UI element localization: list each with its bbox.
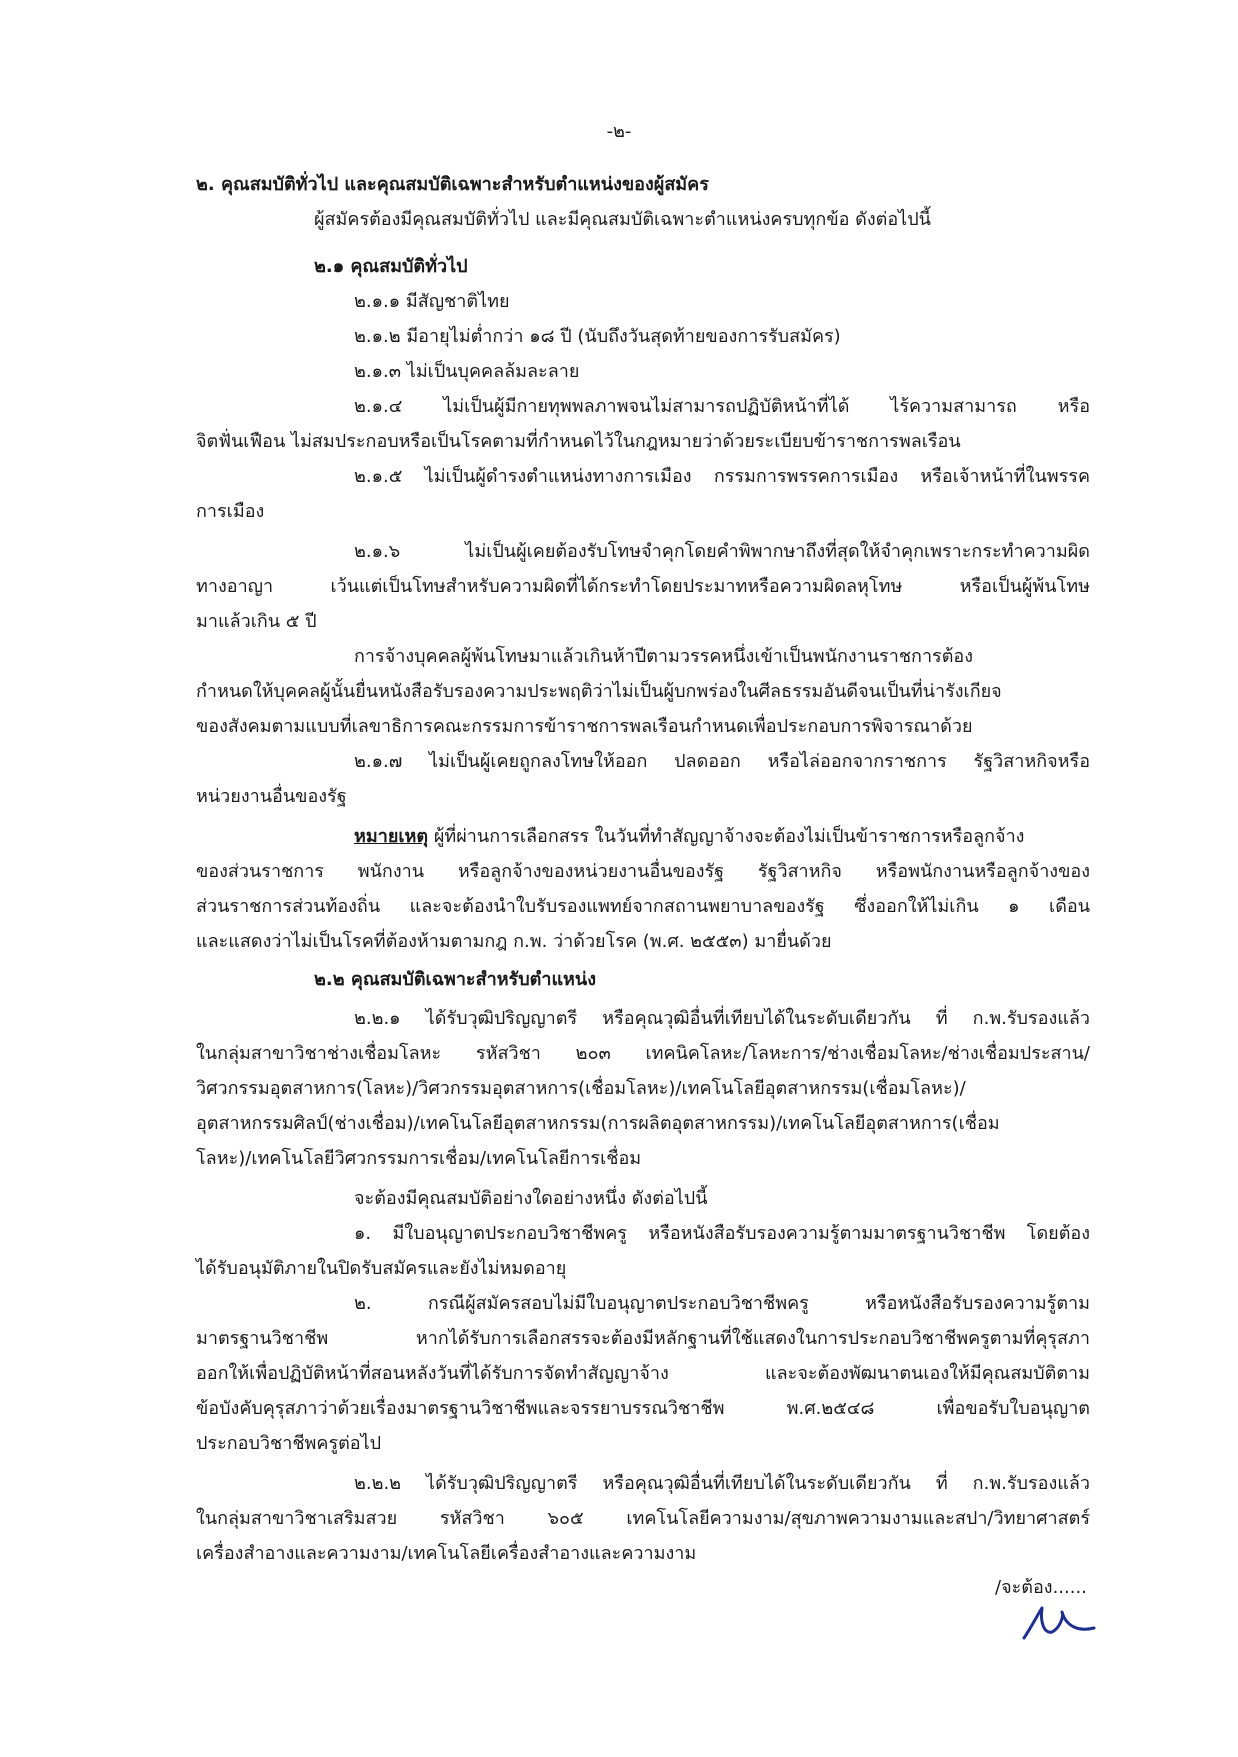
item-2-1-7-cont: หน่วยงานอื่นของรัฐ — [196, 786, 347, 807]
requirement-2-cont-1: มาตรฐานวิชาชีพ หากได้รับการเลือกสรรจะต้องมีหลักฐานที่ใช้แสดงในการประกอบวิชาชีพครูตามที่คุรุสภา — [196, 1328, 1090, 1349]
item-2-2-2-cont-1: ในกลุ่มสาขาวิชาเสริมสวย รหัสวิชา ๖๐๕ เทคโนโลยีความงาม/สุขภาพความงามและสปา/วิทยาศาสตร์ — [196, 1508, 1090, 1529]
paragraph-rehire: การจ้างบุคคลผู้พ้นโทษมาแล้วเกินห้าปีตามวรรคหนึ่งเข้าเป็นพนักงานราชการต้อง — [354, 646, 974, 667]
item-2-2-2-cont-2: เครื่องสำอางและความงาม/เทคโนโลยีเครื่องสำอางและความงาม — [196, 1543, 697, 1564]
paragraph-rehire-cont-1: กำหนดให้บุคคลผู้นั้นยื่นหนังสือรับรองความประพฤติว่าไม่เป็นผู้บกพร่องในศีลธรรมอันดีจนเป็นที่น่ารังเกียจ — [196, 681, 1002, 702]
subsection-2-2-heading: ๒.๒ คุณสมบัติเฉพาะสำหรับตำแหน่ง — [314, 969, 597, 990]
item-2-2-1-cont-3: อุตสาหกรรมศิลป์(ช่างเชื่อม)/เทคโนโลยีอุตสาหกรรม(การผลิตอุตสาหกรรม)/เทคโนโลยีอุตสาหการ(เชื่อม — [196, 1113, 1000, 1134]
note-cont-2: ส่วนราชการส่วนท้องถิ่น และจะต้องนำใบรับรองแพทย์จากสถานพยาบาลของรัฐ ซึ่งออกให้ไม่เกิน ๑ เดือน — [196, 896, 1090, 917]
section-2-intro: ผู้สมัครต้องมีคุณสมบัติทั่วไป และมีคุณสมบัติเฉพาะตำแหน่งครบทุกข้อ ดังต่อไปนี้ — [314, 209, 931, 230]
item-2-1-4-cont: จิตฟั่นเฟือน ไม่สมประกอบหรือเป็นโรคตามที่กำหนดไว้ในกฎหมายว่าด้วยระเบียบข้าราชการพลเรือน — [196, 431, 961, 452]
note-cont-1: ของส่วนราชการ พนักงาน หรือลูกจ้างของหน่วยงานอื่นของรัฐ รัฐวิสาหกิจ หรือพนักงานหรือลูกจ้างของ — [196, 861, 1090, 882]
item-2-1-6-cont-1: ทางอาญา เว้นแต่เป็นโทษสำหรับความผิดที่ได้กระทำโดยประมาทหรือความผิดลหุโทษ หรือเป็นผู้พ้นโทษ — [196, 576, 1090, 597]
item-2-2-2: ๒.๒.๒ ได้รับวุฒิปริญญาตรี หรือคุณวุฒิอื่นที่เทียบได้ในระดับเดียวกัน ที่ ก.พ.รับรองแล้ว — [354, 1473, 1090, 1494]
requirement-1-cont: ได้รับอนุมัติภายในปิดรับสมัครและยังไม่หมดอายุ — [196, 1258, 567, 1279]
signature-mark — [1018, 1598, 1098, 1648]
item-2-1-5: ๒.๑.๕ ไม่เป็นผู้ดำรงตำแหน่งทางการเมือง กรรมการพรรคการเมือง หรือเจ้าหน้าที่ในพรรค — [354, 466, 1090, 487]
requirement-2-cont-4: ประกอบวิชาชีพครูต่อไป — [196, 1433, 382, 1454]
item-2-1-1: ๒.๑.๑ มีสัญชาติไทย — [354, 291, 510, 312]
item-2-1-6: ๒.๑.๖ ไม่เป็นผู้เคยต้องรับโทษจำคุกโดยคำพิพากษาถึงที่สุดให้จำคุกเพราะกระทำความผิด — [354, 541, 1090, 562]
item-2-2-1: ๒.๒.๑ ได้รับวุฒิปริญญาตรี หรือคุณวุฒิอื่นที่เทียบได้ในระดับเดียวกัน ที่ ก.พ.รับรองแล้ว — [354, 1008, 1090, 1029]
requirement-1: ๑. มีใบอนุญาตประกอบวิชาชีพครู หรือหนังสือรับรองความรู้ตามมาตรฐานวิชาชีพ โดยต้อง — [354, 1223, 1090, 1244]
subsection-2-1-heading: ๒.๑ คุณสมบัติทั่วไป — [314, 256, 468, 277]
item-2-1-2: ๒.๑.๒ มีอายุไม่ต่ำกว่า ๑๘ ปี (นับถึงวันสุดท้ายของการรับสมัคร) — [354, 326, 841, 347]
requirement-2-cont-3: ข้อบังคับคุรุสภาว่าด้วยเรื่องมาตรฐานวิชาชีพและจรรยาบรรณวิชาชีพ พ.ศ.๒๕๔๘ เพื่อขอรับใบอนุญาต — [196, 1398, 1090, 1419]
item-2-1-5-cont: การเมือง — [196, 501, 265, 522]
item-2-2-1-cont-2: วิศวกรรมอุตสาหการ(โลหะ)/วิศวกรรมอุตสาหการ(เชื่อมโลหะ)/เทคโนโลยีอุตสาหกรรม(เชื่อมโลหะ)/ — [196, 1078, 966, 1099]
page-number: -๒- — [606, 121, 632, 142]
requirement-2: ๒. กรณีผู้สมัครสอบไม่มีใบอนุญาตประกอบวิชาชีพครู หรือหนังสือรับรองความรู้ตาม — [354, 1293, 1090, 1314]
item-2-1-3: ๒.๑.๓ ไม่เป็นบุคคลล้มละลาย — [354, 361, 580, 382]
requirement-2-cont-2: ออกให้เพื่อปฏิบัติหน้าที่สอนหลังวันที่ได้รับการจัดทำสัญญาจ้าง และจะต้องพัฒนาตนเองให้มีคุณสมบัติตาม — [196, 1363, 1090, 1384]
item-2-2-1-cont-4: โลหะ)/เทคโนโลยีวิศวกรรมการเชื่อม/เทคโนโลยีการเชื่อม — [196, 1148, 642, 1169]
note-line — [354, 824, 1024, 850]
item-2-1-7: ๒.๑.๗ ไม่เป็นผู้เคยถูกลงโทษให้ออก ปลดออก หรือไล่ออกจากราชการ รัฐวิสาหกิจหรือ — [354, 751, 1090, 772]
requirement-intro: จะต้องมีคุณสมบัติอย่างใดอย่างหนึ่ง ดังต่อไปนี้ — [354, 1188, 708, 1209]
section-2-heading: ๒. คุณสมบัติทั่วไป และคุณสมบัติเฉพาะสำหรับตำแหน่งของผู้สมัคร — [196, 174, 709, 195]
note-text: ผู้ที่ผ่านการเลือกสรร ในวันที่ทำสัญญาจ้างจะต้องไม่เป็นข้าราชการหรือลูกจ้าง — [433, 826, 1025, 847]
item-2-2-1-cont-1: ในกลุ่มสาขาวิชาช่างเชื่อมโลหะ รหัสวิชา ๒๐๓ เทคนิคโลหะ/โลหะการ/ช่างเชื่อมโลหะ/ช่างเชื่อมประสาน/ — [196, 1043, 1090, 1064]
item-2-1-4: ๒.๑.๔ ไม่เป็นผู้มีกายทุพพลภาพจนไม่สามารถปฏิบัติหน้าที่ได้ ไร้ความสามารถ หรือ — [354, 396, 1090, 417]
note-label: หมายเหตุ — [354, 826, 429, 847]
continuation-marker: /จะต้อง...... — [995, 1577, 1087, 1598]
item-2-1-6-cont-2: มาแล้วเกิน ๕ ปี — [196, 611, 317, 632]
paragraph-rehire-cont-2: ของสังคมตามแบบที่เลขาธิการคณะกรรมการข้าราชการพลเรือนกำหนดเพื่อประกอบการพิจารณาด้วย — [196, 716, 973, 737]
note-cont-3: และแสดงว่าไม่เป็นโรคที่ต้องห้ามตามกฎ ก.พ. ว่าด้วยโรค (พ.ศ. ๒๕๕๓) มายื่นด้วย — [196, 931, 832, 952]
